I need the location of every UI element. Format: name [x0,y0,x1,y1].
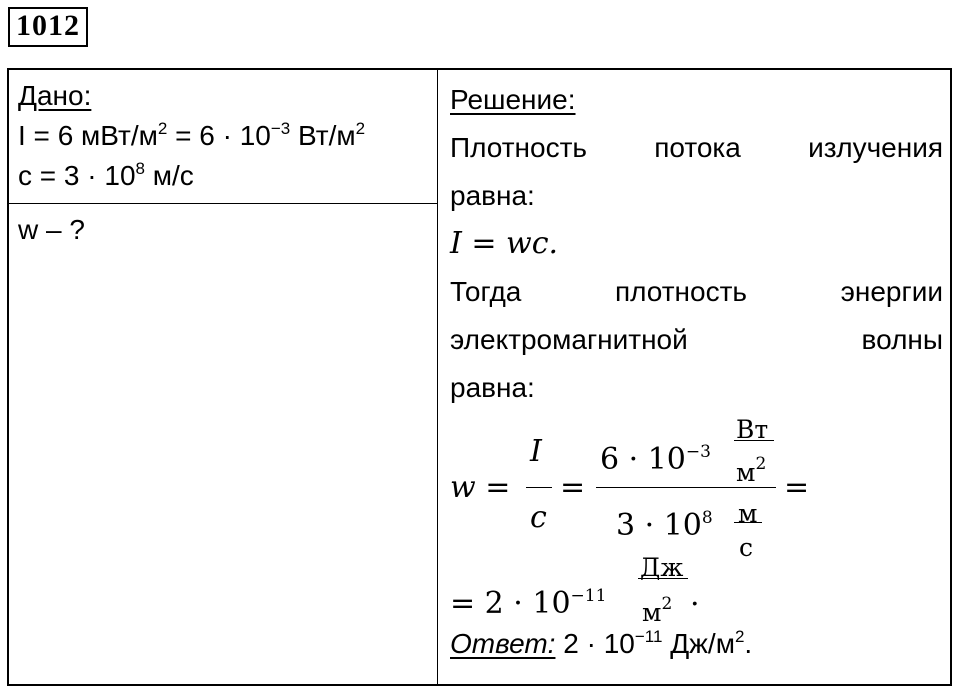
eq-den-value: $3 \cdot 10^8$ [616,508,713,543]
eq-den-unit-bot: с [739,533,754,562]
result-unit-bar [638,578,688,579]
paragraph-2-line-1: Тогда плотность энергии [450,276,943,307]
eq-num-value: $6 \cdot 10^{-3}$ [600,442,711,477]
find-section: w – ? [18,214,85,245]
eq-den-unit-bar [734,522,762,523]
given-section [18,76,430,196]
paragraph-1-line-2: равна: [450,180,535,211]
eq-sign: = [560,470,586,505]
answer-line: Ответ: $2 \cdot 10^{-11}$ $Дж/м^2$. [450,627,753,659]
energy-density-equation [450,412,943,562]
answer-label: Ответ: [450,628,556,659]
solution-table [7,68,952,686]
eq-trailing-sign: = [784,470,810,505]
result-unit-top: Дж [640,553,684,582]
eq-frac-num: I [530,434,542,469]
column-divider [437,70,438,684]
paragraph-2-line-2: электромагнитной волны [450,324,943,355]
solution-section [450,76,943,668]
eq-lhs: w = [450,470,511,505]
given-speed: $c = 3 \cdot 10^8$ м/с [18,159,194,191]
eq-frac-den: c [530,500,547,535]
solution-header: Решение: [450,84,576,115]
given-intensity: I = 6 мВт/$м^2 = 6 \cdot 10^{-3}$ $Вт/м^2$ [18,119,366,151]
result-end: . [690,578,700,613]
eq-den-unit-top: м [738,499,758,528]
eq-main-bar [596,487,776,488]
paragraph-2-line-3: равна: [450,372,535,403]
paragraph-1-line-1: Плотность потока излучения [450,132,943,163]
given-header: Дано: [18,80,92,111]
result-unit-bot: $м^2$ [642,594,673,627]
result-value: = $2 \cdot 10^{-11}$ [450,586,607,621]
formula-flux: I = wc. [450,226,559,261]
eq-num-unit-top: Вт [736,415,769,444]
given-divider [9,203,437,204]
eq-num-unit-bot: $м^2$ [736,454,767,487]
eq-frac-bar [526,487,552,488]
problem-number: 1012 [8,7,88,47]
result-equation [450,553,943,627]
